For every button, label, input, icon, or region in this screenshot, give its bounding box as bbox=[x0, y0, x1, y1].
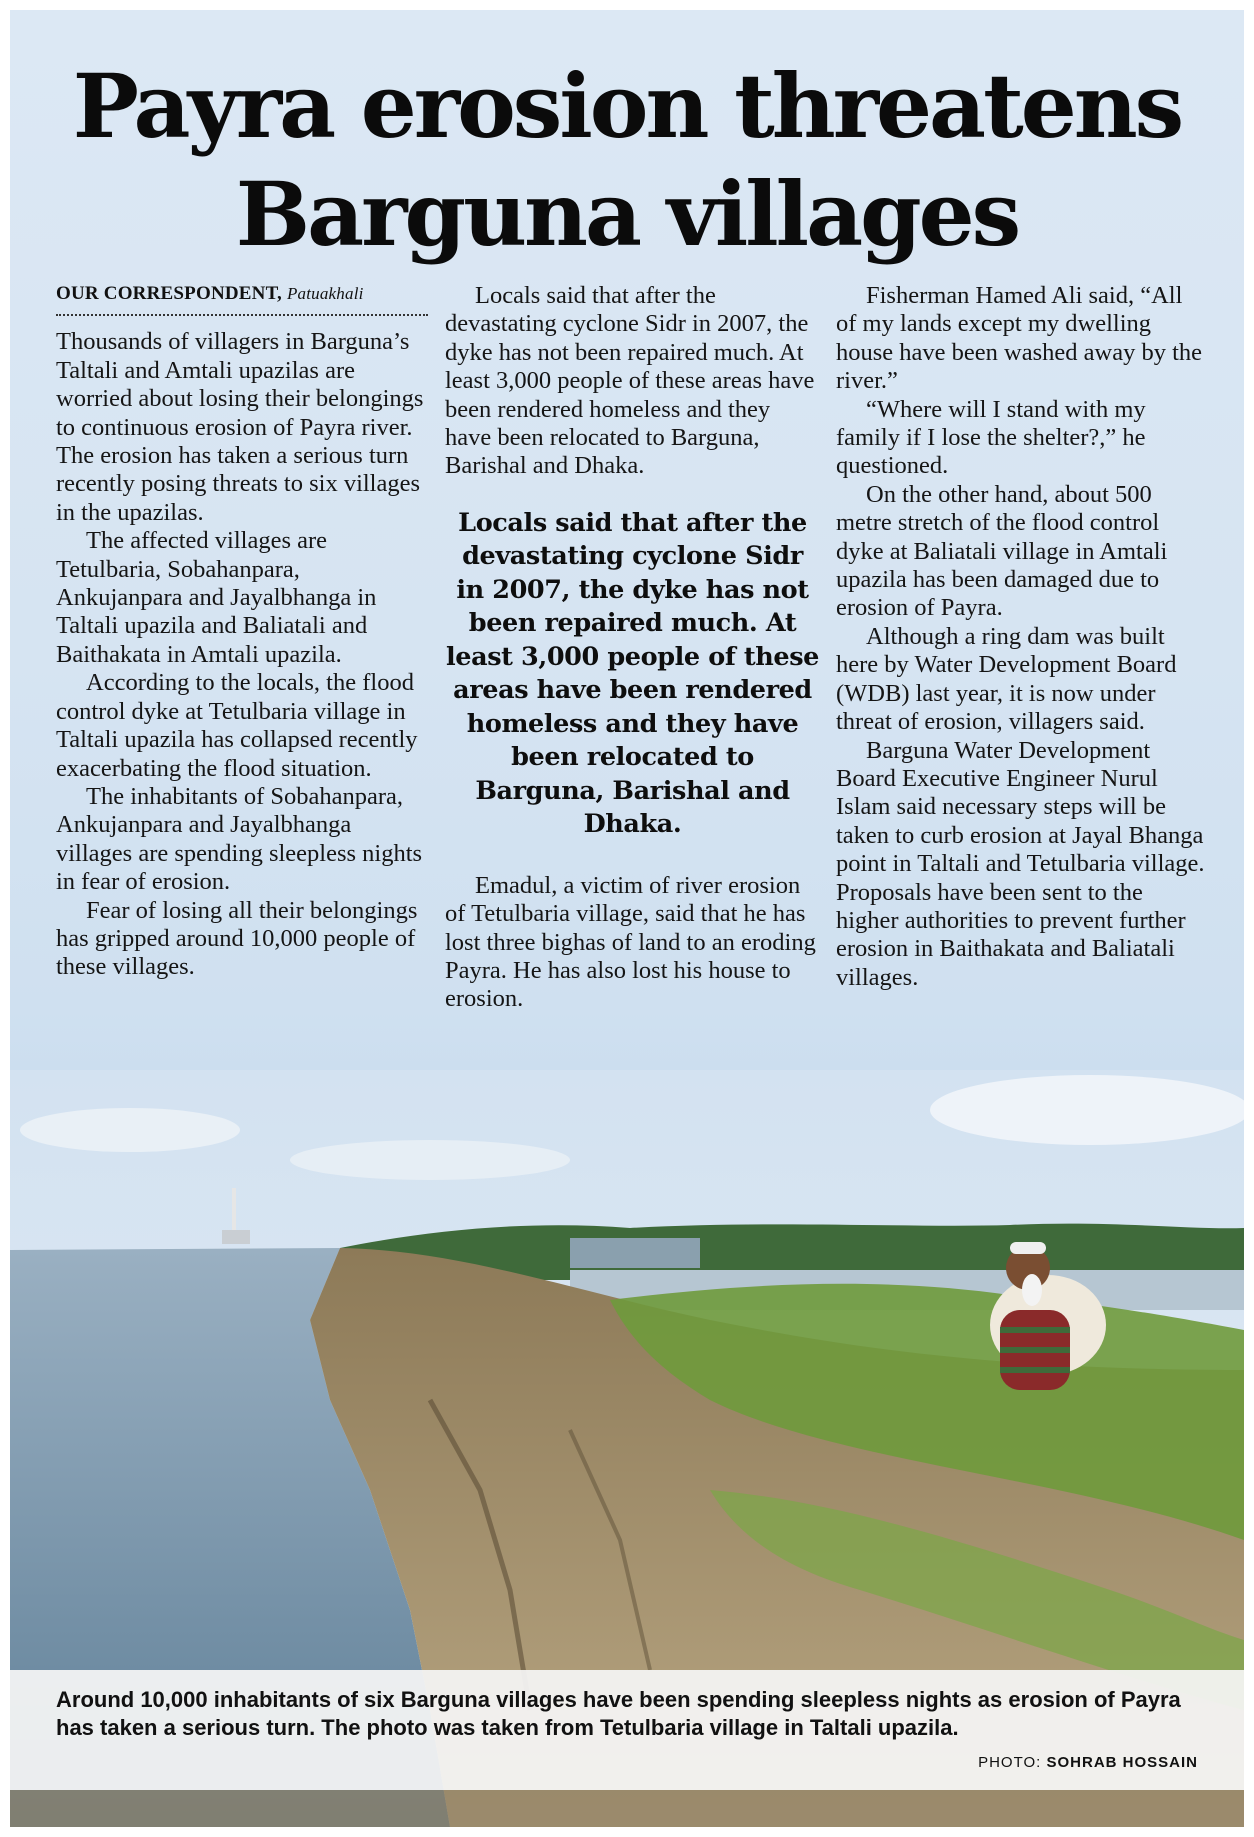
paragraph: Locals said that after the devastating cyclone Sidr in 2007, the dyke has not been repaired much. At least 3,000 people of these areas have been rendered homeless and they have been relocated to Barguna, Barishal and Dhaka. bbox=[445, 282, 815, 480]
column-2 bbox=[445, 282, 820, 1014]
headline-line-2: Barguna villages bbox=[235, 162, 1019, 266]
paragraph: Fisherman Hamed Ali said, “All of my lands except my dwelling house have been washed away by the river.” bbox=[836, 282, 1203, 395]
paragraph: Emadul, a victim of river erosion of Tetulbaria village, said that he has lost three bighas of land to an eroding Payra. He has also lost his house to erosion. bbox=[445, 871, 816, 1013]
paragraph: The affected villages are Tetulbaria, Sobahanpara, Ankujanpara and Jayalbhanga in Taltali upazila and Baliatali and Baithakata in Amtali upazila. bbox=[56, 527, 377, 668]
paragraph: Thousands of villagers in Barguna’s Taltali and Amtali upazilas are worried about losing their belongings to continuous erosion of Payra river. The erosion has taken a serious turn recently posing threats to six villages in the upazilas. bbox=[56, 328, 424, 526]
photo-credit-label: PHOTO: bbox=[978, 1754, 1042, 1771]
paragraph: The inhabitants of Sobahanpara, Ankujanpara and Jayalbhanga villages are spending sleepless nights in fear of erosion. bbox=[56, 782, 423, 896]
paragraph: Barguna Water Development Board Executive Engineer Nurul Islam said necessary steps will be taken to curb erosion at Jayal Bhanga point in Taltali and Tetulbaria village. Proposals have been sent to the higher authorities to prevent further erosion in Baithakata and Baliatali villages. bbox=[836, 736, 1205, 991]
byline bbox=[56, 280, 428, 316]
paragraph: “Where will I stand with my family if I lose the shelter?,” he questioned. bbox=[836, 395, 1146, 480]
paragraph: On the other hand, about 500 metre stretch of the flood control dyke at Baliatali village in Amtali upazila has been damaged due to erosion of Payra. bbox=[836, 480, 1168, 622]
photo-caption: Around 10,000 inhabitants of six Barguna villages have been spending sleepless nights as erosion of Payra has taken a serious turn. The photo was taken from Tetulbaria village in Taltali upazila. bbox=[56, 1687, 1181, 1740]
photo-credit-name: SOHRAB HOSSAIN bbox=[1046, 1754, 1198, 1771]
distant-chimney bbox=[232, 1188, 236, 1236]
paragraph: Although a ring dam was built here by Water Development Board (WDB) last year, it is now under threat of erosion, villagers said. bbox=[836, 622, 1177, 736]
paragraph: According to the locals, the flood control dyke at Tetulbaria village in Taltali upazila has collapsed recently exacerbating the flood situation. bbox=[56, 669, 418, 782]
byline-location: Patuakhali bbox=[286, 284, 364, 303]
newspaper-page bbox=[10, 10, 1244, 1827]
paragraph: Fear of losing all their belongings has gripped around 10,000 people of these villages. bbox=[56, 896, 418, 981]
column-1 bbox=[56, 280, 428, 982]
column-3 bbox=[836, 282, 1206, 992]
headline-line-1: Payra erosion threatens bbox=[72, 54, 1182, 158]
headline bbox=[10, 52, 1244, 268]
photo-credit bbox=[978, 1754, 1198, 1771]
byline-name: OUR CORRESPONDENT, bbox=[56, 283, 282, 304]
pull-quote: Locals said that after the devastating cyclone Sidr in 2007, the dyke has not been repaired much. At least 3,000 people of these areas have been rendered homeless and they have been relocated to Barguna, Barishal and Dhaka. bbox=[445, 507, 820, 840]
